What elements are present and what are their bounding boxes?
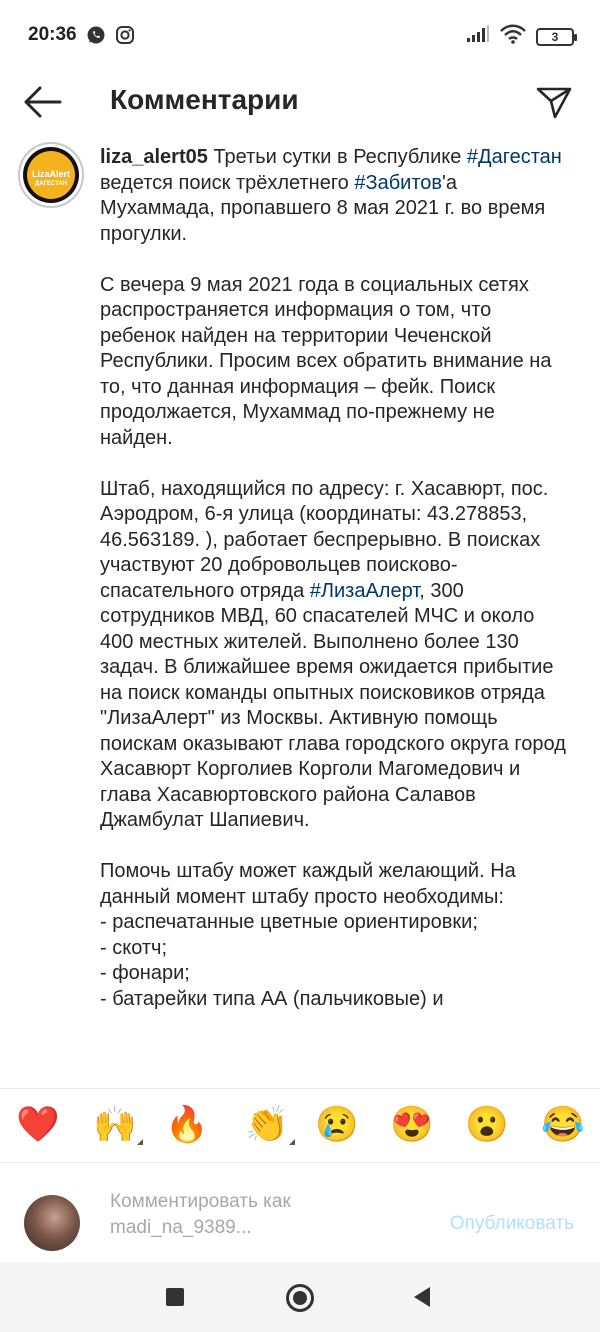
hashtag-link[interactable]: #Забитов — [354, 171, 443, 194]
logo-subtext: ДАГЕСТАН — [34, 181, 68, 187]
author-avatar[interactable] — [18, 142, 84, 208]
recents-icon[interactable] — [166, 1288, 184, 1306]
status-time: 20:36 — [28, 24, 77, 45]
arrow-left-icon — [22, 84, 62, 120]
crying-face-emoji[interactable]: 😢 — [315, 1105, 359, 1144]
current-user-avatar — [24, 1195, 80, 1251]
heart-eyes-emoji[interactable]: 😍 — [390, 1105, 434, 1144]
battery-icon: 3 — [536, 28, 574, 46]
fire-emoji[interactable]: 🔥 — [165, 1105, 209, 1144]
red-heart-emoji[interactable]: ❤️ — [16, 1105, 60, 1144]
comment-input[interactable]: Комментировать как madi_na_9389... — [110, 1191, 291, 1238]
tears-of-joy-emoji[interactable]: 😂 — [541, 1105, 585, 1144]
system-navigation-bar — [0, 1262, 600, 1332]
comment-text-segment: ведется поиск трёхлетнего — [100, 146, 568, 194]
comment-text — [100, 145, 570, 1012]
comment-text-segment: Третьи сутки в Республике — [207, 146, 467, 168]
paper-plane-icon — [534, 82, 574, 122]
publish-button[interactable]: Опубликовать — [449, 1213, 574, 1234]
caption-comment — [0, 140, 600, 1088]
comment-text-segment: , 300 сотрудников МВД, 60 спасателей МЧС и около 400 местных жителей. Выполнено более 130 задач. В ближайшее время ожидается прибытие на поиск команды опытных поисковиков отряда "ЛизаАлерт" из Москвы. Активную помощь поискам оказывают глава городского округа город Хасавюрт Корголиев Корголи Магомедович и глава Хасавюртовского района Салавов Джамбулат Шапиевич. Помочь штабу может каждый желающий. На данный момент штабу просто необходимы: - распечатанные цветные ориентировки; - скотч; - фонари; - батарейки типа АА (пальчиковые) и — [100, 579, 566, 1010]
skin-tone-indicator-icon — [137, 1139, 143, 1145]
comment-text-segment: 'а Мухаммада, пропавшего 8 мая 2021 г. во время прогулки. С вечера 9 мая 2021 года в социальных сетях распространяется информация о том, что ребенок найден на территории Чеченской Республики. Просим всех обратить внимание на то, что данная информация – фейк. Поиск продолжается, Мухаммад по-прежнему не найден. Штаб, находящийся по адресу: г. Хасавюрт, пос. Аэродром, 6-я улица (координаты: 43.278853, 46.563189. ), работает беспрерывно. В поисках участвуют 20 добровольцев поисково-спасательного отряда — [100, 171, 552, 602]
system-icons — [466, 24, 574, 49]
quick-reactions-bar — [0, 1088, 600, 1162]
home-icon[interactable] — [286, 1284, 314, 1312]
status-bar — [0, 0, 600, 70]
instagram-icon — [115, 25, 135, 50]
skin-tone-indicator-icon — [289, 1139, 295, 1145]
header — [0, 70, 600, 134]
comment-composer — [0, 1162, 600, 1262]
back-icon[interactable] — [414, 1287, 430, 1307]
wifi-icon — [500, 24, 526, 49]
notification-icons — [86, 25, 135, 50]
page-title: Комментарии — [110, 84, 299, 115]
whatsapp-icon — [86, 25, 106, 50]
back-button[interactable] — [22, 84, 62, 120]
signal-icon — [466, 25, 490, 48]
raising-hands-emoji[interactable]: 🙌 — [93, 1103, 137, 1147]
clapping-hands-emoji[interactable]: 👏 — [245, 1103, 289, 1147]
surprised-face-emoji[interactable]: 😮 — [465, 1105, 509, 1144]
logo-text: LizaAlert — [31, 169, 70, 179]
direct-share-button[interactable] — [534, 82, 574, 122]
hashtag-link[interactable]: #Дагестан — [466, 146, 562, 168]
comment-username[interactable]: liza_alert05 — [100, 146, 208, 168]
hashtag-link[interactable]: #ЛизаАлерт — [309, 579, 420, 602]
lizaalert-logo — [23, 147, 79, 203]
